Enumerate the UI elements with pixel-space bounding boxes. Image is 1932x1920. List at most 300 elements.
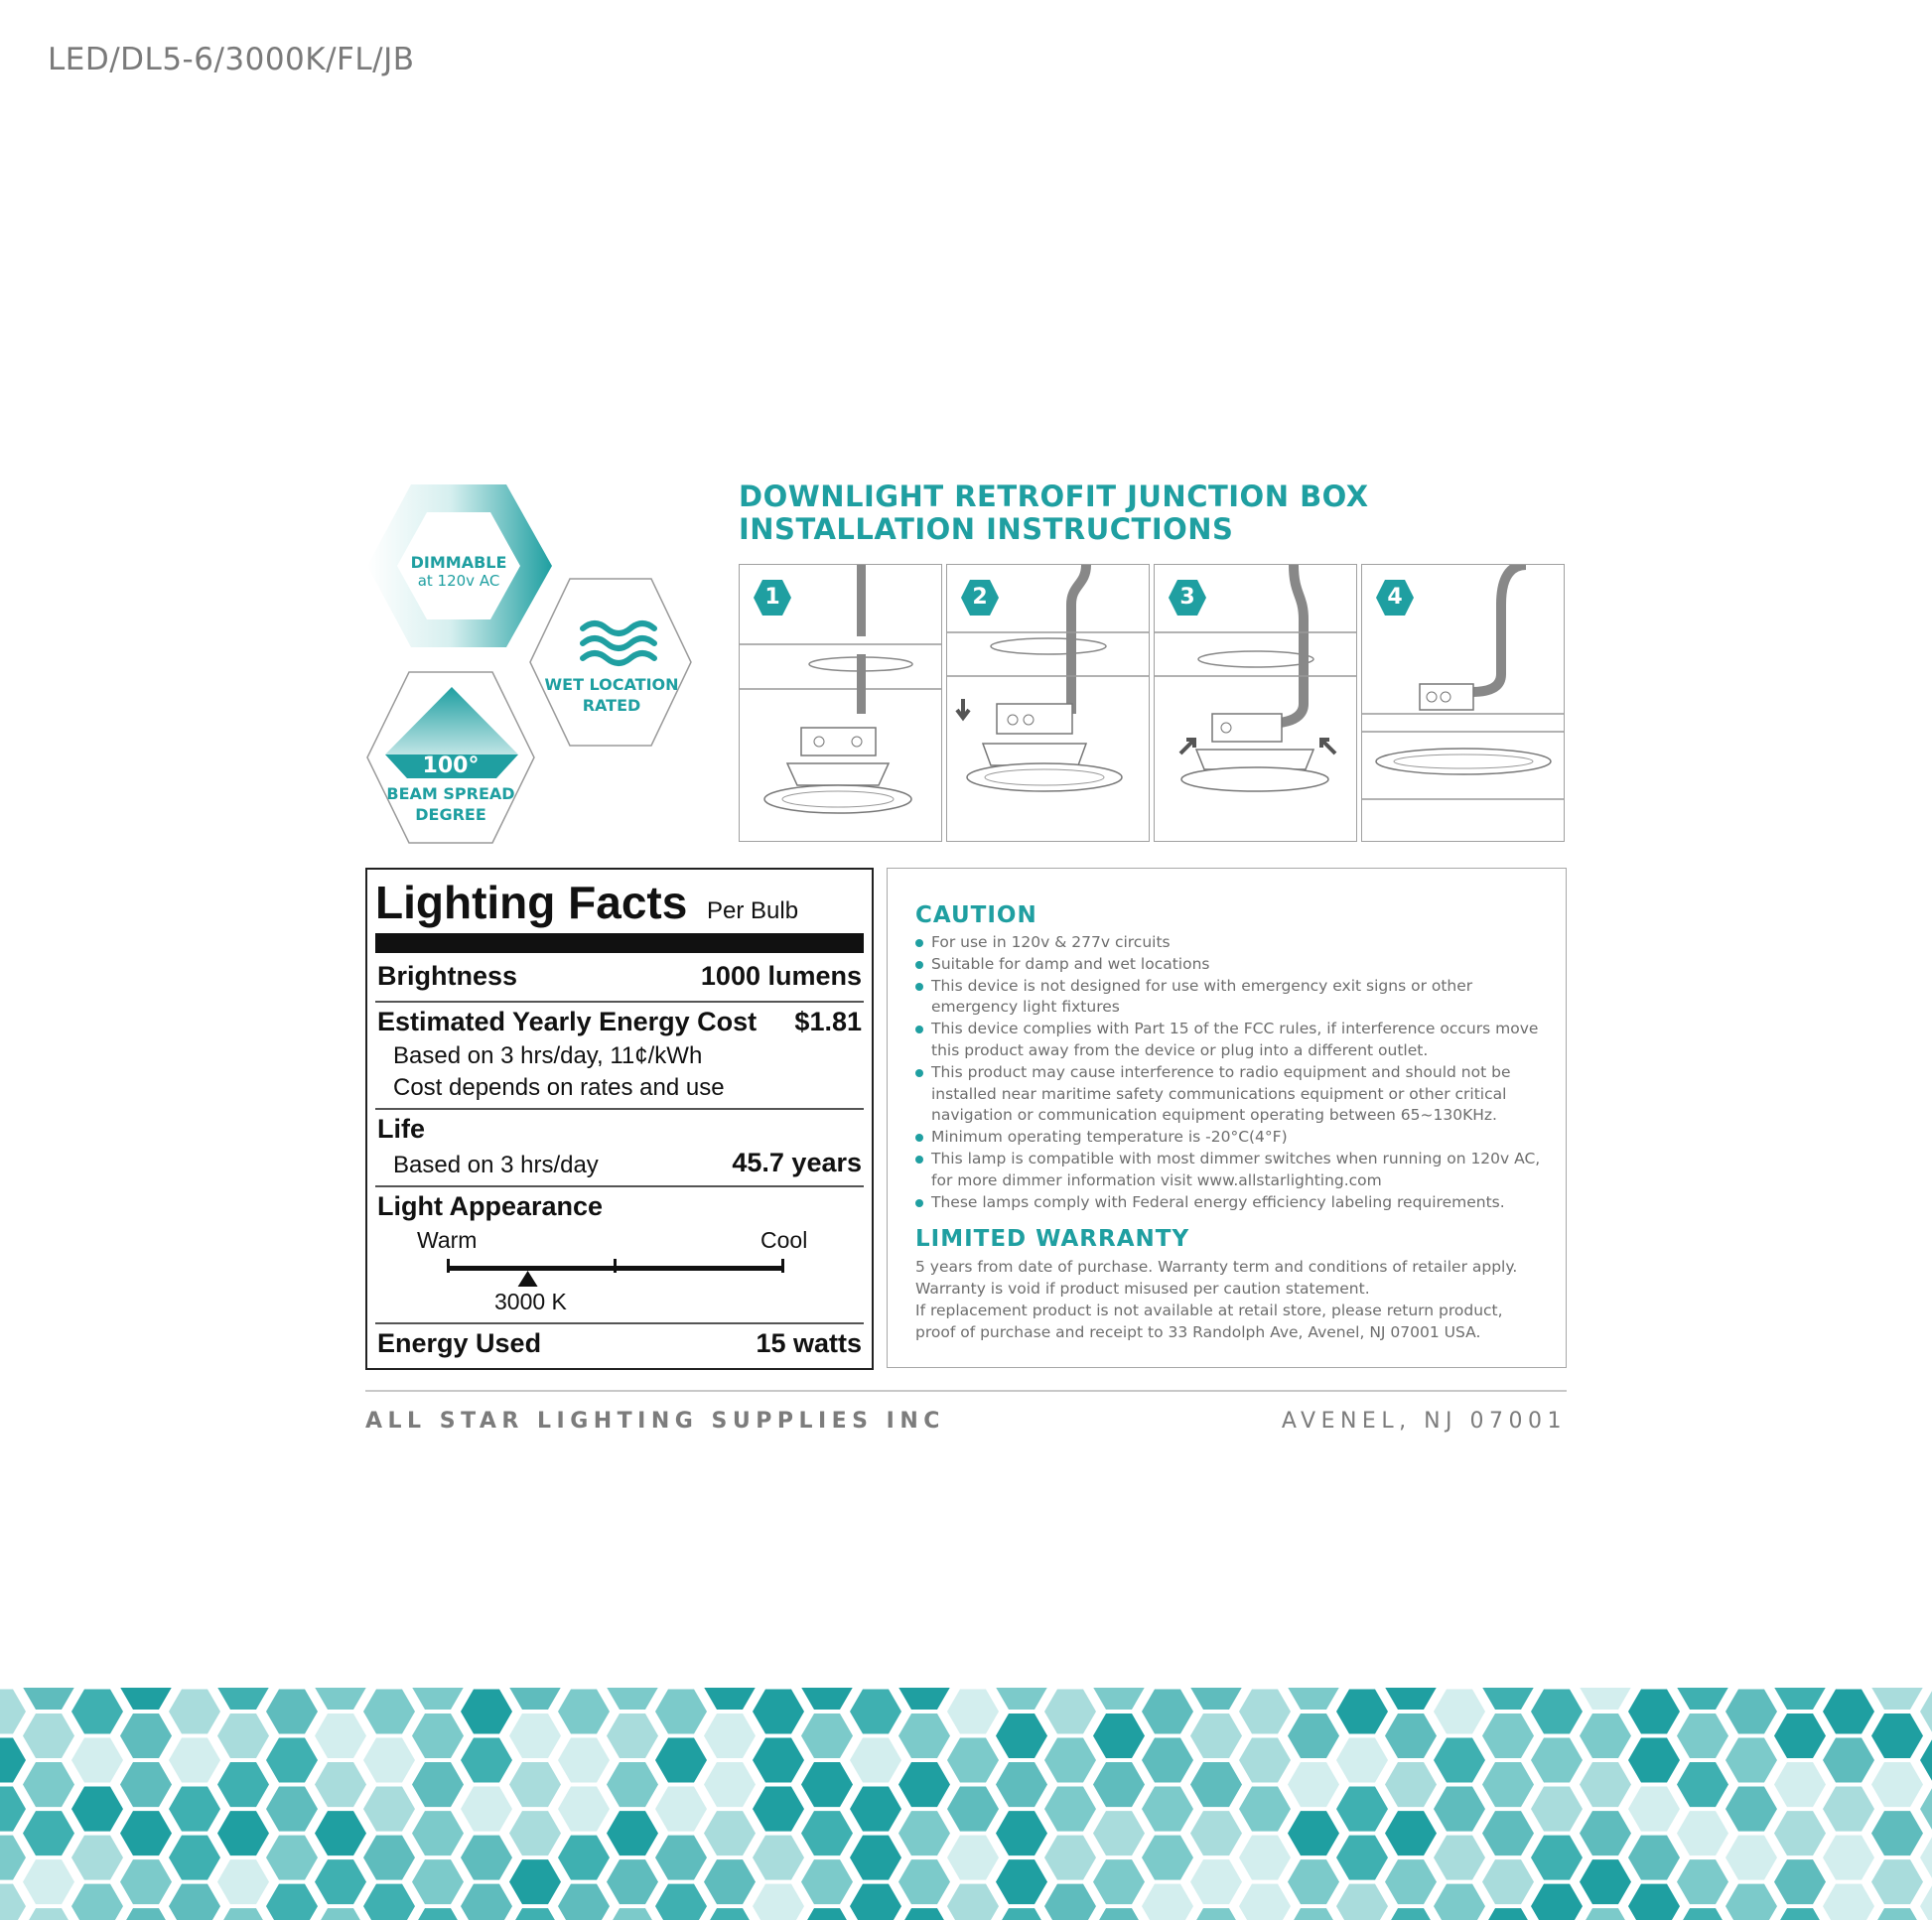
hexagon-tile [120,1714,172,1758]
bullet-icon [915,983,923,991]
hexagon-tile [1239,1690,1291,1734]
bullet-icon [915,1026,923,1033]
caution-item-text: Minimum operating temperature is -20°C(4°F) [931,1128,1288,1147]
caution-item-text: This device complies with Part 15 of the FCC rules, if interference occurs move this product away from the device or plug into a different outlet. [931,1020,1539,1059]
hexagon-tile [1190,1762,1242,1807]
installation-title [739,480,1369,546]
hexagon-tile [266,1690,318,1734]
hexagon-tile [363,1836,415,1880]
hexagon-tile [1336,1738,1388,1783]
hexagon-tile [1482,1688,1534,1710]
warranty-text [915,1256,1551,1343]
hexagon-tile [1774,1688,1826,1710]
hexagon-tile [412,1688,464,1710]
beam-spread-value: 100° [422,754,480,778]
hexagon-tile [1093,1762,1145,1807]
warranty-line: 5 years from date of purchase. Warranty term and conditions of retailer apply. [915,1258,1518,1276]
divider [375,1001,864,1003]
hexagon-tile [23,1688,74,1710]
hexagon-tile [1823,1738,1874,1783]
bullet-icon [915,1156,923,1164]
hexagon-tile [850,1738,901,1783]
company-location: AVENEL, NJ 07001 [1281,1409,1567,1434]
hexagon-tile [120,1908,172,1920]
hexagon-tile [1385,1811,1437,1855]
hexagon-tile [607,1688,658,1710]
hexagon-tile [509,1859,561,1904]
hexagon-tile [801,1908,853,1920]
hexagon-tile [1531,1884,1583,1920]
hexagon-tile [704,1859,756,1904]
hexagon-tile [1190,1688,1242,1710]
hexagon-tile [1385,1762,1437,1807]
warranty-line: If replacement product is not available at retail store, please return product, [915,1302,1503,1319]
hexagon-tile [315,1762,366,1807]
hexagon-tile [1920,1787,1932,1832]
hexagon-tile [461,1884,512,1920]
hexagon-tile [558,1738,610,1783]
caution-item [915,1192,1551,1214]
hexagon-tile [1434,1836,1485,1880]
hexagon-tile [1190,1811,1242,1855]
hexagon-tile [655,1884,707,1920]
warranty-line: proof of purchase and receipt to 33 Randolph Ave, Avenel, NJ 07001 USA. [915,1323,1481,1341]
life-note: Based on 3 hrs/day [393,1152,599,1178]
cool-label: Cool [760,1227,808,1253]
installation-step-3 [1154,564,1357,842]
hexagon-tile [1288,1762,1339,1807]
hexagon-tile [996,1762,1047,1807]
hexagon-tile [1385,1714,1437,1758]
hexagon-tile [558,1787,610,1832]
hexagon-tile [1628,1836,1680,1880]
hexagon-tile [996,1908,1047,1920]
hexagon-tile [1385,1908,1437,1920]
hexagon-tile [1044,1836,1096,1880]
hexagon-tile [71,1787,123,1832]
step-number: 3 [1179,585,1195,610]
hexagon-tile [1336,1787,1388,1832]
hexagon-tile [753,1690,804,1734]
hexagon-tile [1677,1811,1728,1855]
hexagon-tile [850,1836,901,1880]
hexagon-tile [1725,1787,1777,1832]
hexagon-tile [509,1688,561,1710]
hexagon-tile [120,1762,172,1807]
hexagon-tile [1336,1884,1388,1920]
hexagon-tile [1531,1787,1583,1832]
hexagon-tile [71,1884,123,1920]
hexagon-tile [753,1787,804,1832]
hexagon-tile [801,1811,853,1855]
hexagon-tile [1288,1714,1339,1758]
hexagon-tile [996,1714,1047,1758]
hexagon-tile [947,1738,999,1783]
life-value: 45.7 years [732,1148,862,1177]
hexagon-tile [1823,1787,1874,1832]
hexagon-tile [315,1908,366,1920]
hexagon-tile [1774,1859,1826,1904]
hexagon-tile [1434,1787,1485,1832]
hexagon-tile [1920,1836,1932,1880]
hexagon-tile [947,1787,999,1832]
hexagon-tile [1531,1738,1583,1783]
hexagon-tile [23,1908,74,1920]
hexagon-tile [71,1836,123,1880]
hexagon-tile [1580,1688,1631,1710]
hexagon-tile [801,1859,853,1904]
hexagon-tile [704,1811,756,1855]
hexagon-tile [509,1811,561,1855]
hexagon-tile [1725,1884,1777,1920]
hexagon-tile [1239,1787,1291,1832]
hexagon-tile [266,1836,318,1880]
hexagon-tile [1288,1859,1339,1904]
hexagon-tile [315,1714,366,1758]
hexagon-tile [23,1762,74,1807]
step-number-badge [1374,577,1416,618]
hexagon-tile [850,1884,901,1920]
hexagon-tile [1434,1690,1485,1734]
hexagon-tile [1580,1811,1631,1855]
hexagon-tile [850,1690,901,1734]
hexagon-tile [898,1908,950,1920]
hexagon-tile [1093,1859,1145,1904]
caution-item-text: This lamp is compatible with most dimmer switches when running on 120v AC, for more dimmer information visit www.allstarlighting.com [931,1149,1541,1189]
hexagon-tile [217,1908,269,1920]
hexagon-tile [558,1836,610,1880]
caution-item-text: For use in 120v & 277v circuits [931,933,1171,951]
warranty-line: Warranty is void if product misused per caution statement. [915,1280,1370,1298]
divider [375,1185,864,1187]
hexagon-tile [1677,1714,1728,1758]
hexagon-tile [1580,1859,1631,1904]
caution-panel [887,868,1567,1368]
hexagon-tile [1142,1787,1193,1832]
hexagon-tile [996,1859,1047,1904]
hexagon-tile [1823,1690,1874,1734]
hexagon-tile [607,1811,658,1855]
caution-title: CAUTION [915,902,1037,928]
product-sku: LED/DL5-6/3000K/FL/JB [48,42,415,77]
footer-divider [365,1390,1567,1392]
hexagon-tile [1482,1811,1534,1855]
hexagon-tile [363,1738,415,1783]
bullet-icon [915,1069,923,1077]
hexagon-tile [996,1688,1047,1710]
hexagon-tile [898,1714,950,1758]
dimmable-sublabel: at 120v AC [417,572,500,590]
hexagon-tile [1531,1690,1583,1734]
hexagon-tile [1628,1884,1680,1920]
hexagon-tile [412,1811,464,1855]
bullet-icon [915,1134,923,1142]
hexagon-tile [169,1836,220,1880]
hexagon-tile [1044,1690,1096,1734]
hexagon-tile [71,1738,123,1783]
hexagon-tile [1142,1738,1193,1783]
hexagon-tile [217,1688,269,1710]
hexagon-tile [412,1859,464,1904]
temperature-marker [518,1271,538,1287]
hexagon-tile [704,1688,756,1710]
hexagon-tile [1288,1811,1339,1855]
hexagon-tile [217,1762,269,1807]
caution-item-text: This device is not designed for use with emergency exit signs or other emergency light fixtures [931,976,1473,1017]
caution-item-text: These lamps comply with Federal energy efficiency labeling requirements. [931,1192,1505,1211]
hexagon-tile [1774,1762,1826,1807]
hexagon-tile [1288,1688,1339,1710]
hexagon-tile [217,1811,269,1855]
hexagon-tile [704,1908,756,1920]
wet-location-label: WET LOCATION [544,675,679,694]
hexagon-tile [0,1836,26,1880]
hexagon-tile [558,1884,610,1920]
hexagon-tile [0,1884,26,1920]
hexagon-tile [1871,1714,1923,1758]
hexagon-tile [1434,1884,1485,1920]
caution-item [915,1062,1551,1127]
hexagon-tile [1774,1811,1826,1855]
hexagon-tile [1628,1690,1680,1734]
hexagon-tile [71,1690,123,1734]
header-bar [375,933,864,953]
caution-item [915,976,1551,1020]
lighting-facts-label [365,868,874,1370]
hexagon-tile [1677,1859,1728,1904]
hexagon-tile [1482,1714,1534,1758]
hexagon-tile [1628,1787,1680,1832]
hexagon-tile [1482,1859,1534,1904]
hexagon-tile [169,1690,220,1734]
hexagon-tile [1336,1836,1388,1880]
hexagon-tile [1920,1884,1932,1920]
warm-label: Warm [417,1227,478,1253]
hexagon-tile [704,1714,756,1758]
hexagon-tile [217,1714,269,1758]
hexagon-tile [23,1811,74,1855]
hexagon-tile [898,1762,950,1807]
hexagon-tile [753,1884,804,1920]
hexagon-tile [801,1762,853,1807]
caution-item [915,1019,1551,1062]
bullet-icon [915,961,923,969]
installation-step-2 [946,564,1150,842]
hexagon-tile [947,1836,999,1880]
hexagon-tile [1871,1908,1923,1920]
hexagon-tile [509,1908,561,1920]
hexagon-tile [850,1787,901,1832]
hexagon-tile [266,1884,318,1920]
hexagon-tile [1823,1836,1874,1880]
appearance-value: 3000 K [494,1289,567,1314]
hexagon-tile [1580,1762,1631,1807]
hexagon-tile [1093,1811,1145,1855]
hexagon-tile [607,1762,658,1807]
hexagon-tile [1239,1738,1291,1783]
wet-location-sublabel: RATED [582,696,641,715]
hexagon-tile [266,1738,318,1783]
hexagon-tile [412,1714,464,1758]
hexagon-tile [266,1787,318,1832]
hexagon-pattern-decoration [0,1688,1932,1920]
hexagon-tile [1385,1859,1437,1904]
hexagon-tile [169,1787,220,1832]
hexagon-tile [1531,1836,1583,1880]
lighting-facts-title: Lighting Facts [375,877,688,928]
hexagon-tile [1920,1738,1932,1783]
step-number-badge [1167,577,1208,618]
dimmable-label: DIMMABLE [410,553,507,572]
installation-title-line1: DOWNLIGHT RETROFIT JUNCTION BOX [739,480,1369,513]
energy-cost-value: $1.81 [794,1007,862,1036]
hexagon-tile [1142,1690,1193,1734]
caution-item [915,932,1551,954]
caution-item-text: This product may cause interference to radio equipment and should not be installed near maritime safety communications equipment or other critical navigation or communication equipment operating between 65~130KHz. [931,1062,1511,1125]
hexagon-tile [1677,1762,1728,1807]
hexagon-tile [1044,1787,1096,1832]
hexagon-tile [1482,1908,1534,1920]
hexagon-tile [1580,1908,1631,1920]
hexagon-tile [1190,1908,1242,1920]
hexagon-tile [655,1690,707,1734]
hexagon-tile [1482,1762,1534,1807]
caution-list [915,932,1551,1213]
hexagon-tile [169,1738,220,1783]
hexagon-tile [509,1714,561,1758]
energy-used-label: Energy Used [377,1328,542,1358]
divider [375,1108,864,1110]
hexagon-tile [509,1762,561,1807]
hexagon-tile [1239,1836,1291,1880]
hexagon-tile [1677,1688,1728,1710]
hexagon-tile [947,1884,999,1920]
hexagon-tile [607,1908,658,1920]
installation-step-4 [1361,564,1565,842]
wet-location-badge [530,579,691,746]
hexagon-tile [898,1811,950,1855]
divider [375,1322,864,1324]
hexagon-tile [1093,1688,1145,1710]
beam-spread-sublabel: DEGREE [415,805,486,824]
energy-used-value: 15 watts [756,1328,862,1358]
hexagon-tile [753,1836,804,1880]
hexagon-tile [1239,1884,1291,1920]
hexagon-tile [0,1787,26,1832]
hexagon-tile [1871,1762,1923,1807]
hexagon-tile [120,1811,172,1855]
hexagon-tile [1190,1714,1242,1758]
caution-item [915,1149,1551,1192]
hexagon-tile [1044,1884,1096,1920]
hexagon-tile [461,1690,512,1734]
brightness-value: 1000 lumens [700,961,862,991]
hexagon-tile [1774,1908,1826,1920]
hexagon-tile [947,1690,999,1734]
hexagon-tile [0,1690,26,1734]
bullet-icon [915,1199,923,1207]
installation-step-1 [739,564,942,842]
hexagon-tile [461,1836,512,1880]
hexagon-tile [1093,1714,1145,1758]
installation-title-line2: INSTALLATION INSTRUCTIONS [739,512,1234,546]
hexagon-tile [801,1688,853,1710]
hexagon-tile [1580,1714,1631,1758]
step-number-badge [959,577,1001,618]
hexagon-tile [558,1690,610,1734]
hexagon-tile [120,1859,172,1904]
life-label: Life [377,1114,426,1144]
hexagon-tile [315,1811,366,1855]
light-appearance-label: Light Appearance [377,1191,604,1221]
step-number: 4 [1387,585,1403,610]
warranty-title: LIMITED WARRANTY [915,1226,1190,1252]
hexagon-tile [363,1690,415,1734]
bullet-icon [915,939,923,947]
hexagon-tile [655,1787,707,1832]
hexagon-tile [1725,1836,1777,1880]
hexagon-tile [1677,1908,1728,1920]
hexagon-tile [898,1859,950,1904]
hexagon-tile [607,1859,658,1904]
feature-badges [357,477,735,854]
hexagon-tile [217,1859,269,1904]
hexagon-tile [1871,1811,1923,1855]
hexagon-tile [655,1836,707,1880]
hexagon-tile [607,1714,658,1758]
hexagon-tile [169,1884,220,1920]
step-number-badge [752,577,793,618]
hexagon-tile [0,1738,26,1783]
caution-item [915,1127,1551,1149]
hexagon-tile [412,1762,464,1807]
hexagon-tile [655,1738,707,1783]
hexagon-tile [1385,1688,1437,1710]
hexagon-tile [753,1738,804,1783]
lighting-facts-subtitle: Per Bulb [707,897,799,924]
energy-cost-note-2: Cost depends on rates and use [393,1074,725,1101]
hexagon-tile [1725,1690,1777,1734]
hexagon-tile [1628,1738,1680,1783]
hexagon-tile [1871,1859,1923,1904]
energy-cost-note-1: Based on 3 hrs/day, 11¢/kWh [393,1042,703,1069]
hexagon-tile [898,1688,950,1710]
hexagon-tile [1920,1690,1932,1734]
hexagon-tile [1434,1738,1485,1783]
hexagon-tile [1142,1836,1193,1880]
hexagon-tile [363,1884,415,1920]
hexagon-tile [1190,1859,1242,1904]
hexagon-tile [120,1688,172,1710]
hexagon-tile [1871,1688,1923,1710]
beam-spread-label: BEAM SPREAD [386,784,515,803]
step-number: 2 [972,585,988,610]
hexagon-tile [315,1859,366,1904]
hexagon-tile [1142,1884,1193,1920]
hexagon-tile [461,1787,512,1832]
brightness-label: Brightness [377,961,518,991]
caution-item-text: Suitable for damp and wet locations [931,954,1210,973]
hexagon-tile [1774,1714,1826,1758]
caution-item [915,954,1551,976]
hexagon-tile [461,1738,512,1783]
hexagon-tile [23,1714,74,1758]
hexagon-tile [1093,1908,1145,1920]
company-name: ALL STAR LIGHTING SUPPLIES INC [365,1409,945,1434]
hexagon-tile [1823,1884,1874,1920]
hexagon-tile [1288,1908,1339,1920]
hexagon-tile [23,1859,74,1904]
